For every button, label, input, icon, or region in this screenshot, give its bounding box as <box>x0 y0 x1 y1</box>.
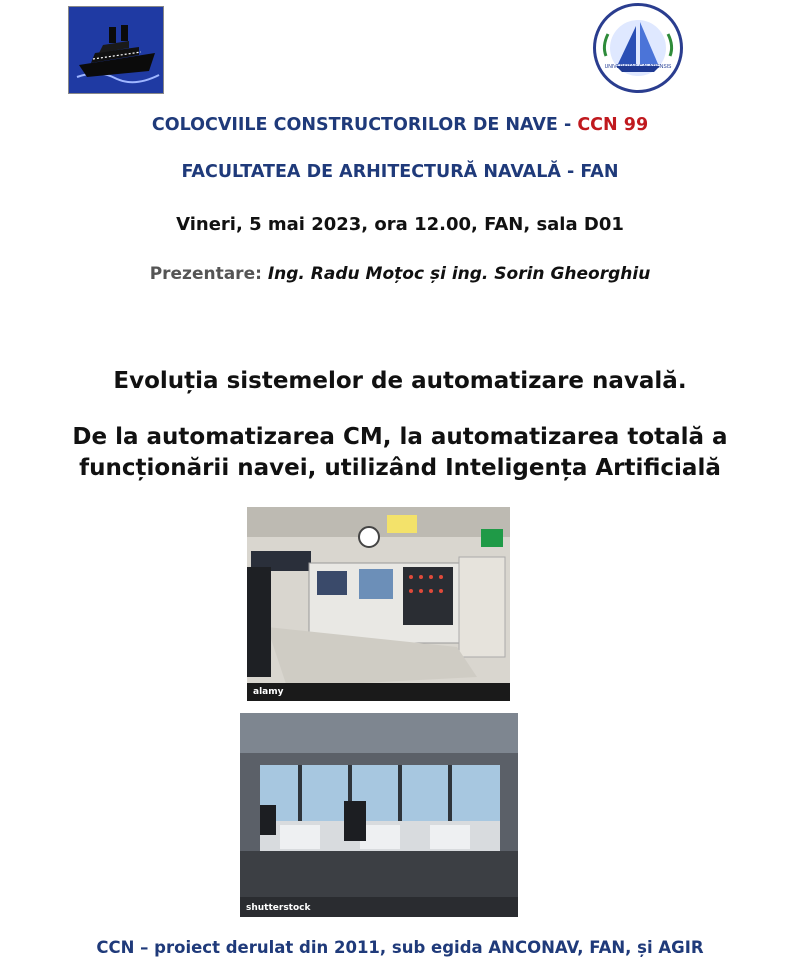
presenter-label: Prezentare: <box>149 264 268 284</box>
photo2-watermark: shutterstock <box>246 903 311 913</box>
engine-control-room-photo <box>247 507 510 701</box>
event-series-name: COLOCVIILE CONSTRUCTORILOR DE NAVE - <box>151 115 578 135</box>
ship-bridge-photo <box>240 713 518 917</box>
presenter-names: Ing. Radu Moțoc și ing. Sorin Gheorghiu <box>267 264 651 284</box>
talk-title-line2: De la automatizarea CM, la automatizarea totală a <box>72 424 728 450</box>
sailboat-seal-icon <box>596 6 680 90</box>
ship-icon <box>69 7 164 94</box>
presenters <box>0 264 800 284</box>
ship-logo <box>68 6 164 94</box>
university-seal-logo <box>593 3 683 93</box>
seal-text: UNIVERSITAS GALATIENSIS <box>604 64 672 70</box>
talk-title-line1: Evoluția sistemelor de automatizare navală. <box>113 368 687 394</box>
photo1-watermark: alamy <box>253 687 284 697</box>
event-series-title <box>0 115 800 135</box>
footer-note: CCN – proiect derulat din 2011, sub egida ANCONAV, FAN, și AGIR <box>96 938 704 957</box>
talk-title-line3: funcționării navei, utilizând Inteligența Artificială <box>79 455 721 481</box>
event-date-location: Vineri, 5 mai 2023, ora 12.00, FAN, sala D01 <box>176 214 624 235</box>
faculty-name: FACULTATEA DE ARHITECTURĂ NAVALĂ - FAN <box>181 162 619 182</box>
event-code: CCN 99 <box>577 115 649 135</box>
